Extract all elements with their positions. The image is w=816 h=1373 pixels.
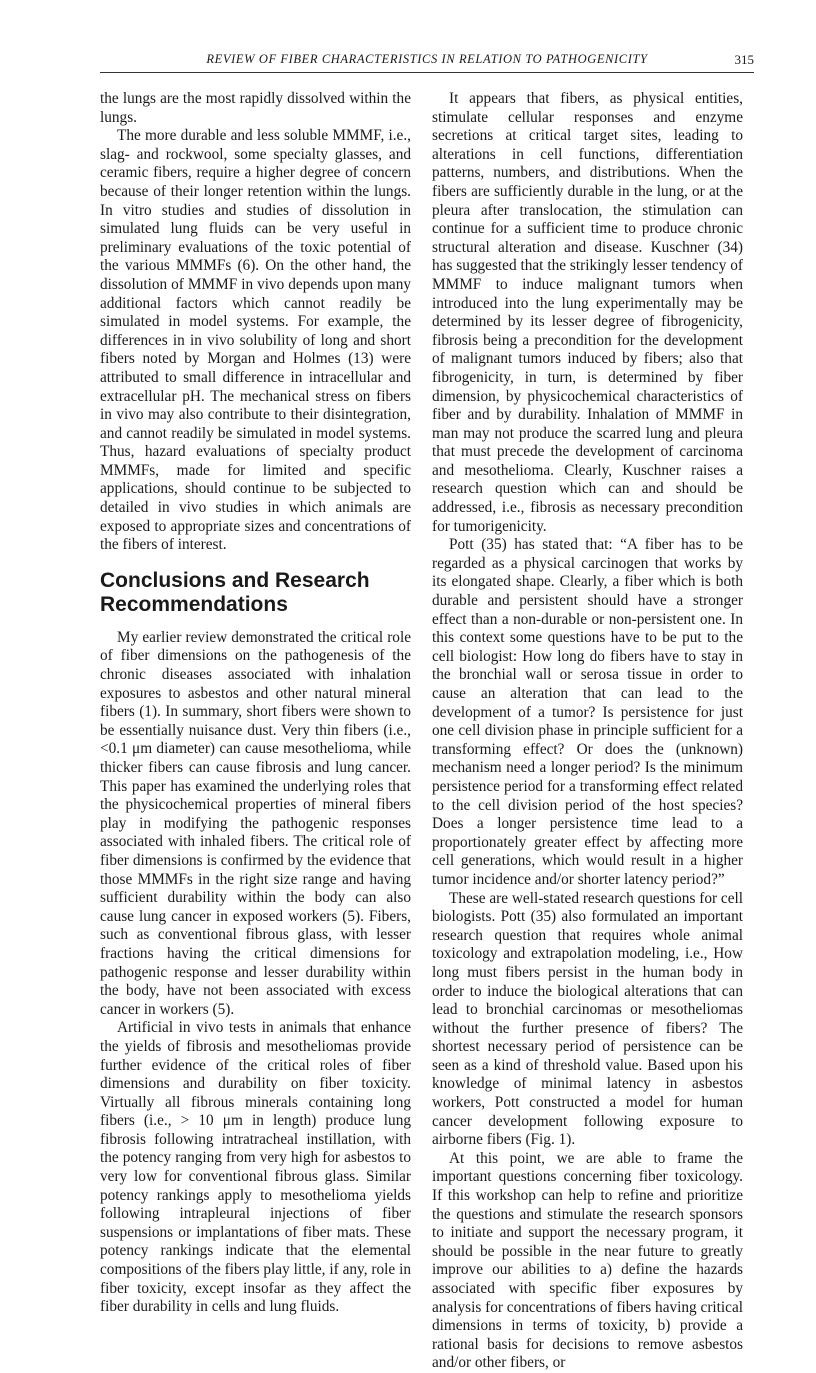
running-head: REVIEW OF FIBER CHARACTERISTICS IN RELATION TO PATHOGENICITY <box>206 52 648 66</box>
left-column <box>100 90 411 1317</box>
paragraph: The more durable and less soluble MMMF, i.e., slag- and rockwool, some specialty glasses, and ceramic fibers, require a higher degree of concern because of their longer retention within the lungs. In vitro studies and studies of dissolution in simulated lung fluids can be very useful in preliminary evaluations of the toxic potential of the various MMMFs (6). On the other hand, the dissolution of MMMF in vivo depends upon many additional factors which cannot readily be simulated in model systems. For example, the differences in in vivo solubility of long and short fibers noted by Morgan and Holmes (13) were attributed to small difference in intracellular and extracellular pH. The mechanical stress on fibers in vivo may also contribute to their disintegration, and cannot readily be simulated in model systems. Thus, hazard evaluations of specialty product MMMFs, made for limited and specific applications, should continue to be subjected to detailed in vivo studies in which animals are exposed to appropriate sizes and concentrations of the fibers of interest. <box>100 127 411 554</box>
paragraph: These are well-stated research questions for cell biologists. Pott (35) also formulated an important research question that requires whole animal toxicology and extrapolation modeling, i.e., How long must fibers persist in the human body in order to induce the biological alterations that can lead to bronchial carcinomas or mesotheliomas without the further presence of fibers? The shortest necessary period of persistence can be seen as a kind of threshold value. Based upon his knowledge of minimal latency in asbestos workers, Pott constructed a model for human cancer development following exposure to airborne fibers (Fig. 1). <box>432 889 743 1149</box>
paragraph: It appears that fibers, as physical entities, stimulate cellular responses and enzyme secretions at critical target sites, leading to alterations in cell functions, differentiation patterns, numbers, and distributions. When the fibers are sufficiently durable in the lung, or at the pleura after translocation, the stimulation can continue for a sufficient time to produce chronic structural alteration and disease. Kuschner (34) has suggested that the strikingly lesser tendency of MMMF to induce malignant tumors when introduced into the lung experimentally may be determined by its lesser degree of fibrogenicity, fibrosis being a precondition for the development of malignant tumors induced by fibers; also that fibrogenicity, in turn, is determined by fiber dimension, by physicochemical characteristics of fiber and by durability. Inhalation of MMMF in man may not produce the scarred lung and pleura that must precede the development of carcinoma and mesothelioma. Clearly, Kuschner raises a research question which can and should be addressed, i.e., fibrosis as necessary precondition for tumorigenicity. <box>432 90 743 535</box>
paragraph: My earlier review demonstrated the critical role of fiber dimensions on the pathogenesis of the chronic diseases associated with inhalation exposures to asbestos and other natural mineral fibers (1). In summary, short fibers were shown to be essentially nuisance dust. Very thin fibers (i.e., <0.1 μm diameter) can cause mesothelioma, while thicker fibers can cause fibrosis and lung cancer. This paper has examined the underlying roles that the physicochemical properties of mineral fibers play in modifying the pathogenic responses associated with inhaled fibers. The critical role of fiber dimensions is confirmed by the evidence that those MMMFs in the right size range and having sufficient durability within the body can also cause lung cancer in exposed workers (5). Fibers, such as conventional fibrous glass, with lesser fractions having the critical dimensions for pathogenic response and lesser durability within the body, have not been associated with excess cancer in workers (5). <box>100 628 411 1018</box>
paragraph: the lungs are the most rapidly dissolved within the lungs. <box>100 90 411 126</box>
right-column <box>432 90 743 1373</box>
page-header <box>100 50 754 73</box>
section-heading: Conclusions and Research Recommendations <box>100 568 370 616</box>
paragraph: Pott (35) has stated that: “A fiber has to be regarded as a physical carcinogen that works by its elongated shape. Clearly, a fiber which is both durable and persistent should have a stronger effect than a non-durable or non-persistent one. In this context some questions have to be put to the cell biologist: How long do fibers have to stay in the bronchial wall or serosa tissue in order to cause an alteration that can lead to the development of a tumor? Is persistence for just one cell division phase in principle sufficient for a transforming effect? Or does the (unknown) mechanism need a longer period? Is the minimum persistence period for a transforming effect related to the cell division period of the host species? Does a longer persistence time lead to a proportionately greater effect by affecting more cell generations, which would result in a higher tumor incidence and/or shorter latency period?” <box>432 536 743 888</box>
paragraph: At this point, we are able to frame the important questions concerning fiber toxicology. If this workshop can help to refine and prioritize the questions and stimulate the research sponsors to initiate and support the necessary program, it should be possible in the near future to greatly improve our abilities to a) define the hazards associated with specific fiber exposures by analysis for concentrations of fibers having critical dimensions in terms of toxicity, b) provide a rational basis for decisions to remove asbestos and/or other fibers, or <box>432 1149 743 1372</box>
page-number: 315 <box>734 52 754 67</box>
paragraph: Artificial in vivo tests in animals that enhance the yields of fibrosis and mesotheliomas provide further evidence of the critical roles of fiber dimensions and durability on fiber toxicity. Virtually all fibrous minerals containing long fibers (i.e., > 10 μm in length) produce lung fibrosis following intratracheal instillation, with the potency ranging from very high for asbestos to very low for conventional fibrous glass. Similar potency rankings apply to mesothelioma yields following intrapleural injections of fiber suspensions or implantations of fiber mats. These potency rankings indicate that the elemental compositions of the fibers play little, if any, role in fiber toxicity, except insofar as they affect the fiber durability in cells and lung fluids. <box>100 1019 411 1316</box>
